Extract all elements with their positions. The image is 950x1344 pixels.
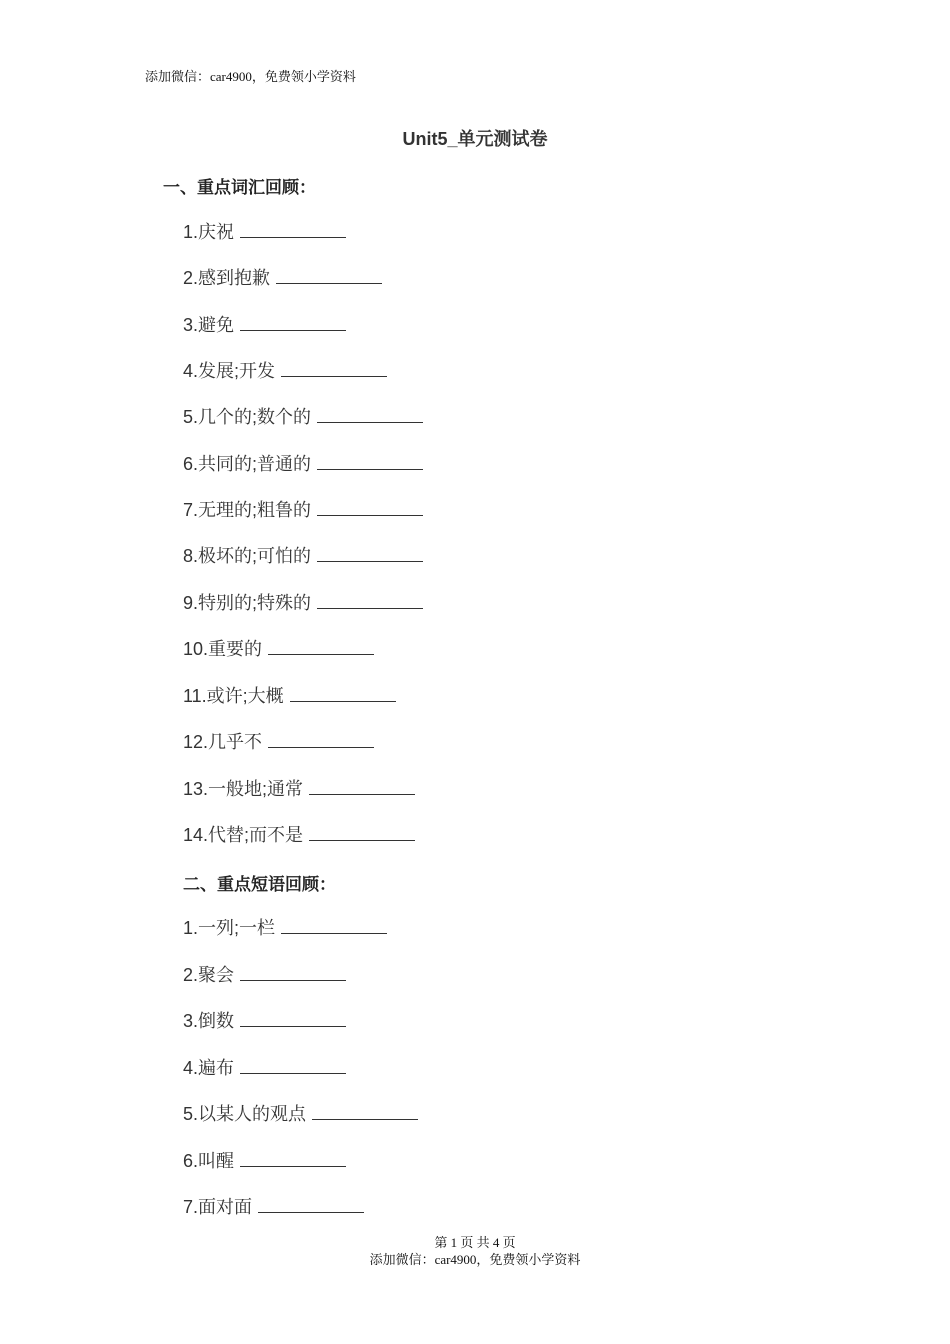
vocab-item xyxy=(183,775,415,801)
phrase-item-text: 7.面对面 xyxy=(183,1197,253,1217)
answer-blank xyxy=(317,499,423,516)
answer-blank xyxy=(258,1196,364,1213)
phrase-item xyxy=(183,1007,346,1033)
answer-blank xyxy=(240,221,346,238)
vocab-item-text: 14.代替;而不是 xyxy=(183,825,304,845)
phrase-item-text: 2.聚会 xyxy=(183,965,235,985)
answer-blank xyxy=(317,453,423,470)
vocab-item xyxy=(183,821,415,847)
answer-blank xyxy=(317,592,423,609)
phrase-item xyxy=(183,1100,418,1126)
vocab-item xyxy=(183,357,387,383)
vocab-item-text: 12.几乎不 xyxy=(183,732,263,752)
page-title: Unit5_单元测试卷 xyxy=(402,129,548,149)
vocab-item-text: 10.重要的 xyxy=(183,639,263,659)
phrase-item-text: 6.叫醒 xyxy=(183,1151,235,1171)
vocab-item-text: 4.发展;开发 xyxy=(183,361,276,381)
vocab-item-text: 7.无理的;粗鲁的 xyxy=(183,500,312,520)
vocab-item xyxy=(183,589,423,615)
answer-blank xyxy=(290,685,396,702)
section-heading-phrases: 二、重点短语回顾： xyxy=(183,875,336,894)
header-note: 添加微信：car4900，免费领小学资料 xyxy=(145,69,356,84)
phrase-item-text: 1.一列;一栏 xyxy=(183,918,276,938)
footer-note: 添加微信：car4900，免费领小学资料 xyxy=(369,1252,581,1267)
vocab-item xyxy=(183,218,346,244)
vocab-item xyxy=(183,635,374,661)
answer-blank xyxy=(312,1103,418,1120)
vocab-item xyxy=(183,264,382,290)
vocab-item-text: 2.感到抱歉 xyxy=(183,268,271,288)
answer-blank xyxy=(281,360,387,377)
vocab-item-text: 5.几个的;数个的 xyxy=(183,407,312,427)
vocab-item xyxy=(183,450,423,476)
answer-blank xyxy=(309,824,415,841)
answer-blank xyxy=(317,406,423,423)
answer-blank xyxy=(240,314,346,331)
phrase-item xyxy=(183,961,346,987)
answer-blank xyxy=(268,731,374,748)
phrase-item-text: 5.以某人的观点 xyxy=(183,1104,307,1124)
answer-blank xyxy=(240,964,346,981)
answer-blank xyxy=(309,778,415,795)
vocab-item-text: 6.共同的;普通的 xyxy=(183,454,312,474)
phrase-item xyxy=(183,914,387,940)
phrase-item-text: 4.遍布 xyxy=(183,1058,235,1078)
vocab-item-text: 11.或许;大概 xyxy=(183,686,284,706)
vocab-item xyxy=(183,496,423,522)
vocab-item xyxy=(183,311,346,337)
vocab-item-text: 13.一般地;通常 xyxy=(183,779,304,799)
vocab-item-text: 1.庆祝 xyxy=(183,222,235,242)
answer-blank xyxy=(281,917,387,934)
vocab-item xyxy=(183,542,423,568)
vocab-item xyxy=(183,728,374,754)
phrase-item xyxy=(183,1054,346,1080)
section-heading-vocabulary: 一、重点词汇回顾： xyxy=(163,178,316,197)
answer-blank xyxy=(240,1010,346,1027)
answer-blank xyxy=(240,1150,346,1167)
page-number: 第 1 页 共 4 页 xyxy=(434,1235,516,1250)
vocab-item-text: 8.极坏的;可怕的 xyxy=(183,546,312,566)
vocab-item xyxy=(183,682,396,708)
answer-blank xyxy=(276,267,382,284)
phrase-item-text: 3.倒数 xyxy=(183,1011,235,1031)
answer-blank xyxy=(240,1057,346,1074)
phrase-item xyxy=(183,1147,346,1173)
vocab-item-text: 9.特别的;特殊的 xyxy=(183,593,312,613)
vocab-item xyxy=(183,403,423,429)
vocab-item-text: 3.避免 xyxy=(183,315,235,335)
answer-blank xyxy=(317,545,423,562)
answer-blank xyxy=(268,638,374,655)
phrase-item xyxy=(183,1193,364,1219)
